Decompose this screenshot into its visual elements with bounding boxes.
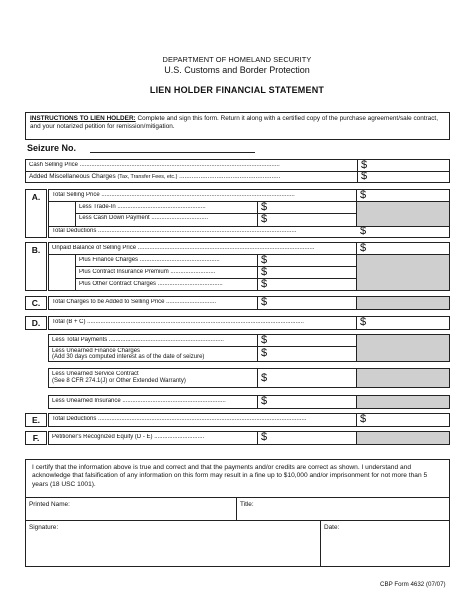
section-f-block — [48, 431, 450, 445]
less-unearned-finance-dollar: $ — [261, 347, 268, 359]
printed-name-field[interactable] — [30, 508, 232, 519]
section-d-field[interactable] — [375, 317, 447, 329]
certification-block — [25, 459, 450, 567]
date-label: Date: — [324, 524, 340, 531]
instructions-label: INSTRUCTIONS TO LIEN HOLDER: — [30, 115, 136, 122]
section-f-dollar: $ — [261, 431, 268, 443]
signature-field[interactable] — [30, 532, 316, 564]
section-c-field[interactable] — [275, 297, 355, 309]
insurance-block — [48, 395, 450, 409]
unpaid-balance-label: Unpaid Balance of Selling Price .......................................................................................................... — [52, 245, 315, 251]
less-cash-down-field[interactable] — [275, 214, 355, 225]
section-f-letter: F. — [25, 431, 47, 445]
date-field[interactable] — [324, 532, 445, 564]
total-deductions-a-label: Total Deductions ....................................................................................................................... — [52, 228, 297, 234]
less-unearned-finance-label: Less Unearned Finance Charges (Add 30 days computed interest as of the date of seizure) — [52, 348, 205, 361]
section-c-dollar: $ — [261, 296, 268, 308]
total-selling-price-field[interactable] — [375, 190, 447, 201]
seizure-label: Seizure No. — [27, 143, 77, 153]
less-unearned-insurance-field[interactable] — [275, 396, 355, 408]
less-total-payments-dollar: $ — [261, 334, 268, 346]
misc-charges-field[interactable] — [376, 171, 448, 181]
section-c-block — [48, 296, 450, 310]
less-unearned-service-dollar: $ — [261, 372, 268, 384]
plus-finance-label: Plus Finance Charges ................................................ — [79, 257, 220, 263]
service-contract-block — [48, 368, 450, 388]
less-unearned-insurance-dollar: $ — [261, 395, 268, 407]
section-a-letter: A. — [25, 189, 47, 238]
plus-insurance-dollar: $ — [261, 266, 268, 278]
total-selling-price-label: Total Selling Price .................................................................................................................... — [52, 192, 295, 198]
form-title: LIEN HOLDER FINANCIAL STATEMENT — [149, 85, 325, 95]
payments-block — [48, 334, 450, 362]
less-unearned-insurance-label: Less Unearned Insurance .............................................................. — [52, 398, 226, 404]
section-e-field[interactable] — [375, 414, 447, 426]
bureau-name: U.S. Customs and Border Protection — [164, 65, 310, 75]
instructions-box — [25, 112, 450, 140]
misc-charges-dollar: $ — [361, 170, 368, 182]
plus-other-label: Plus Other Contract Charges ....................................... — [79, 281, 223, 287]
less-trade-in-label: Less Trade-In ..................................................... — [79, 204, 206, 210]
less-trade-in-dollar: $ — [261, 201, 268, 213]
signature-label: Signature: — [29, 524, 59, 531]
cash-selling-price-label: Cash Selling Price ........................................................................................................................ — [29, 162, 280, 168]
less-cash-down-dollar: $ — [261, 213, 268, 225]
section-b-letter: B. — [25, 242, 47, 291]
section-f-label: Petitioner's Recognized Equity (D - E) .............................. — [52, 434, 205, 440]
title-label: Title: — [240, 501, 254, 508]
unpaid-balance-field[interactable] — [375, 243, 447, 254]
certification-text: I certify that the information above is true and correct and that the payments and/or credits are correct as shown. I understand and acknowledge that falsification of any information on this form may result in a fine up to $10,000 and/or imprisonment for not more than 5 years (18 USC 1001). — [32, 464, 428, 488]
less-unearned-service-label: Less Unearned Service Contract (See 8 CFR 274.1(J) or Other Extended Warranty) — [52, 371, 186, 384]
selling-price-block — [25, 159, 450, 183]
total-deductions-a-dollar: $ — [360, 225, 367, 237]
plus-other-field[interactable] — [275, 279, 355, 290]
agency-name: DEPARTMENT OF HOMELAND SECURITY — [162, 55, 312, 64]
section-c-letter: C. — [25, 296, 47, 310]
form-number: CBP Form 4632 (07/07) — [380, 581, 446, 588]
less-unearned-finance-field[interactable] — [275, 347, 355, 360]
plus-insurance-label: Plus Contract Insurance Premium ........................... — [79, 269, 216, 275]
section-e-dollar: $ — [360, 413, 367, 425]
less-total-payments-label: Less Total Payments ..................................................................... — [52, 337, 224, 343]
section-d-letter: D. — [25, 316, 47, 330]
less-unearned-service-field[interactable] — [275, 369, 355, 387]
plus-finance-field[interactable] — [275, 255, 355, 266]
section-f-field[interactable] — [275, 432, 355, 444]
less-cash-down-label: Less Cash Down Payment .................................. — [79, 215, 209, 221]
section-b-block — [48, 242, 450, 291]
unpaid-balance-dollar: $ — [360, 242, 367, 254]
total-deductions-a-field[interactable] — [375, 227, 447, 237]
plus-finance-dollar: $ — [261, 254, 268, 266]
misc-charges-label: Added Miscellaneous Charges (Tax, Transfer Fees, etc.) ......................................................... — [29, 173, 281, 180]
cash-selling-price-dollar: $ — [361, 159, 368, 171]
section-c-label: Total Charges to be Added to Selling Price .............................. — [52, 299, 217, 305]
section-e-label: Total Deductions ............................................................................................................................. — [52, 416, 307, 422]
plus-other-dollar: $ — [261, 278, 268, 290]
title-field[interactable] — [240, 508, 445, 519]
section-d-block — [48, 316, 450, 330]
seizure-number-field[interactable] — [90, 152, 255, 153]
instructions-text: Complete and sign this form. Return it along with a certified copy of the purchase agreement/sale contract, and your notarized petition for remission/mitigation. — [30, 115, 438, 130]
section-d-dollar: $ — [360, 316, 367, 328]
plus-insurance-field[interactable] — [275, 267, 355, 278]
printed-name-label: Printed Name: — [29, 501, 70, 508]
less-trade-in-field[interactable] — [275, 202, 355, 213]
less-total-payments-field[interactable] — [275, 335, 355, 346]
section-a-block — [48, 189, 450, 238]
section-d-label: Total (B + C) .................................................................................................................................. — [52, 319, 304, 325]
section-e-letter: E. — [25, 413, 47, 427]
cash-selling-price-field[interactable] — [376, 160, 448, 170]
section-e-block — [48, 413, 450, 427]
total-selling-price-dollar: $ — [360, 189, 367, 201]
